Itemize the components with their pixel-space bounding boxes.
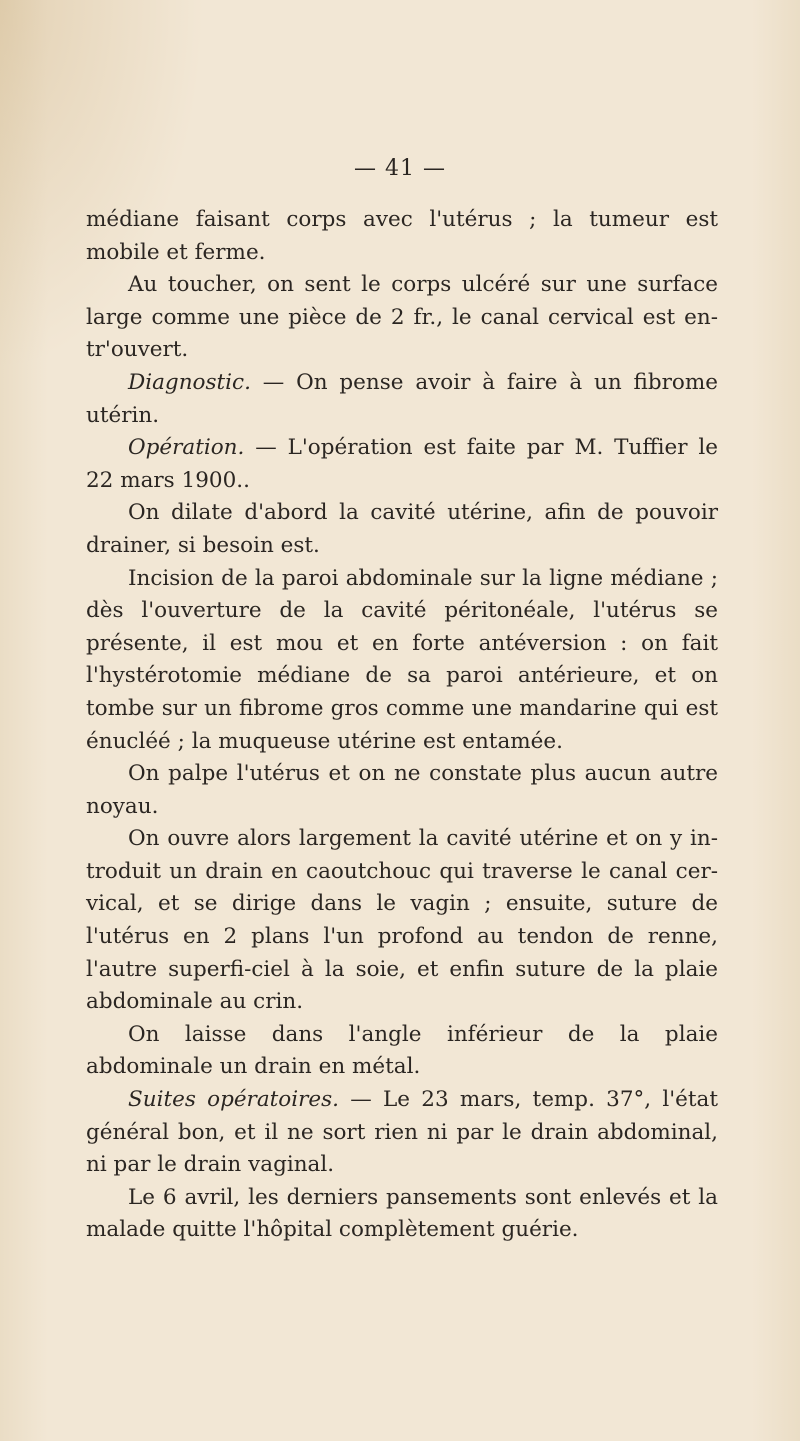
paragraph-10 <box>86 1084 718 1182</box>
page-number: — 41 — <box>354 156 446 181</box>
body-text <box>86 204 718 1247</box>
paragraph-8 <box>86 823 718 1019</box>
paragraph-11 <box>86 1182 718 1247</box>
paragraph-2-text: Au toucher, on sent le corps ulcéré sur une surface large comme une pièce de 2 fr., le canal cervical est en-tr'ouvert. <box>86 272 718 363</box>
paragraph-8-text: On ouvre alors largement la cavité utérine et on y in-troduit un drain en caoutchouc qui traverse le canal cer-vical, et se dirige dans le vagin ; ensuite, suture de l'utérus en 2 plans l'un profond au tendon de renne, l'autre superfi-ciel à la soie, et enfin suture de la plaie abdominale au crin. <box>86 826 718 1015</box>
paragraph-5 <box>86 497 718 562</box>
paragraph-2 <box>86 269 718 367</box>
paragraph-11-text: Le 6 avril, les derniers pansements sont enlevés et la malade quitte l'hôpital complètement guérie. <box>86 1184 718 1243</box>
paragraph-3-heading: Diagnostic. <box>128 369 251 395</box>
paragraph-1 <box>86 204 718 269</box>
paragraph-3-text: — On pense avoir à faire à un fibrome utérin. <box>86 369 718 428</box>
paragraph-7-text: On palpe l'utérus et on ne constate plus aucun autre noyau. <box>86 761 718 819</box>
paragraph-6 <box>86 563 718 759</box>
paragraph-4-text: — L'opération est faite par M. Tuffier le 22 mars 1900.. <box>86 435 718 493</box>
paragraph-4 <box>86 432 718 497</box>
paragraph-4-heading: Opération. <box>128 435 245 461</box>
paragraph-7 <box>86 758 718 823</box>
paragraph-10-heading: Suites opératoires. <box>128 1087 339 1113</box>
paragraph-9-text: On laisse dans l'angle inférieur de la plaie abdominale un drain en métal. <box>86 1021 718 1080</box>
paragraph-5-text: On dilate d'abord la cavité utérine, afin de pouvoir drainer, si besoin est. <box>86 500 718 558</box>
paragraph-6-text: Incision de la paroi abdominale sur la ligne médiane ; dès l'ouverture de la cavité péritonéale, l'utérus se présente, il est mou et en forte antéversion : on fait l'hystérotomie médiane de sa paroi antérieure, et on tombe sur un fibrome gros comme une mandarine qui est énucléé ; la muqueuse utérine est entamée. <box>86 565 718 754</box>
paragraph-3 <box>86 367 718 432</box>
paragraph-9 <box>86 1019 718 1084</box>
paragraph-1-text: médiane faisant corps avec l'utérus ; la tumeur est mobile et ferme. <box>86 207 718 265</box>
paragraph-10-text: — Le 23 mars, temp. 37°, l'état général bon, et il ne sort rien ni par le drain abdominal, ni par le drain vaginal. <box>86 1087 718 1178</box>
